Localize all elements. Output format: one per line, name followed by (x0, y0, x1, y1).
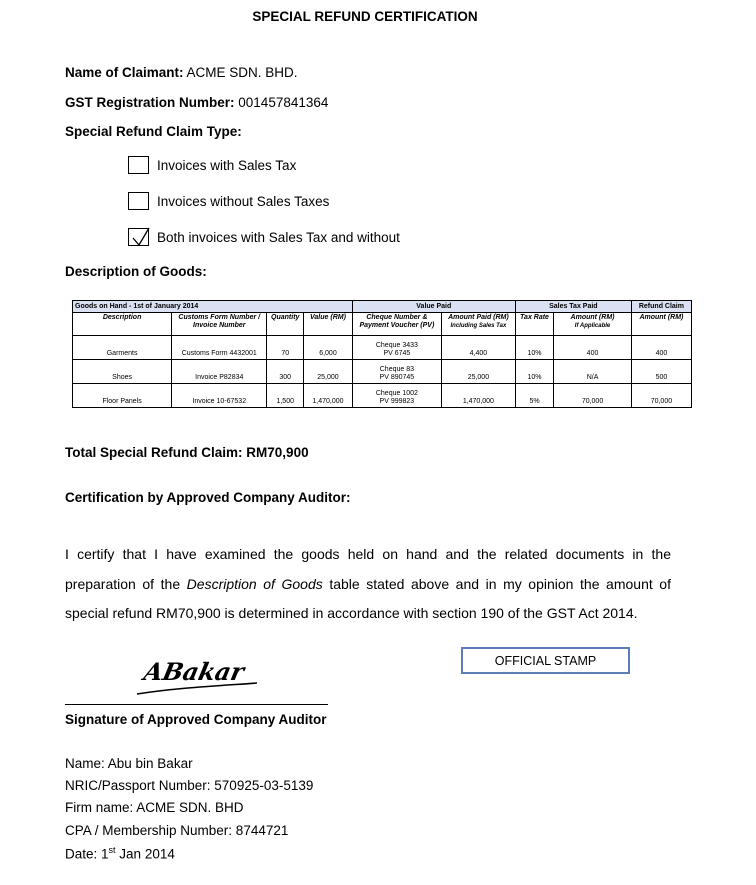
date-suffix: Jan 2014 (115, 846, 175, 862)
table-row (73, 384, 692, 408)
gst-line (65, 95, 328, 110)
checkbox-with-sales-tax[interactable] (128, 156, 149, 174)
certification-line (65, 490, 351, 505)
cell-quantity: 70 (267, 336, 304, 360)
paragraph-text-2: table stated above and in my opinion the amount of special refund RM70,900 is determined in accordance with section 190 of the GST Act 2014. (65, 575, 671, 621)
cell-form: Invoice 10-67532 (172, 384, 267, 408)
goods-label: Description of Goods: (65, 264, 207, 279)
col-amount-paid-label: Amount Paid (RM) (448, 314, 509, 321)
col-form-number: Customs Form Number / Invoice Number (172, 313, 267, 336)
group-refund-claim: Refund Claim (631, 301, 691, 313)
cell-cheque-number: Cheque 83 (379, 366, 415, 373)
table-group-header (73, 301, 692, 313)
cell-amount-paid: 25,000 (442, 360, 516, 384)
group-value-paid: Value Paid (352, 301, 515, 313)
cell-refund: 400 (631, 336, 691, 360)
col-amount-paid (442, 313, 516, 336)
claim-type-line (65, 124, 242, 139)
certification-heading: Certification by Approved Company Auditor: (65, 490, 351, 505)
col-description: Description (73, 313, 172, 336)
col-tax-amount (554, 313, 632, 336)
claimant-label: Name of Claimant: (65, 65, 184, 80)
cell-cheque-number: Cheque 1002 (375, 390, 418, 397)
signature-text: ABakar (141, 657, 247, 686)
cell-value: 25,000 (304, 360, 353, 384)
table-column-header (73, 313, 692, 336)
cell-cheque-number: Cheque 3433 (375, 342, 418, 349)
cell-pv-number: PV 999823 (379, 398, 415, 405)
col-tax-amount-label: Amount (RM) (570, 314, 615, 321)
cell-cheque (352, 336, 441, 360)
total-value: RM70,900 (246, 445, 309, 460)
cell-quantity: 300 (267, 360, 304, 384)
signature-caption-line (65, 712, 327, 727)
total-line (65, 445, 309, 460)
col-tax-rate: Tax Rate (515, 313, 553, 336)
cell-refund: 500 (631, 360, 691, 384)
total-label: Total Special Refund Claim: (65, 445, 243, 460)
col-cheque: Cheque Number & Payment Voucher (PV) (352, 313, 441, 336)
cell-tax-amount: N/A (554, 360, 632, 384)
auditor-signature (135, 650, 265, 698)
col-refund-amount: Amount (RM) (631, 313, 691, 336)
claim-type-label: Special Refund Claim Type: (65, 124, 242, 139)
option-label-both: Both invoices with Sales Tax and without (157, 229, 400, 245)
cell-form: Customs Form 4432001 (172, 336, 267, 360)
cell-amount-paid: 1,470,000 (442, 384, 516, 408)
cell-tax-amount: 400 (554, 336, 632, 360)
cell-tax-rate: 5% (515, 384, 553, 408)
checkmark-icon (131, 227, 151, 247)
date-ordinal: st (108, 845, 116, 855)
table-row (73, 360, 692, 384)
cell-cheque (352, 360, 441, 384)
col-value: Value (RM) (304, 313, 353, 336)
option-label-without-sales-tax: Invoices without Sales Taxes (157, 193, 330, 209)
cell-pv-number: PV 6745 (383, 350, 411, 357)
document-title: SPECIAL REFUND CERTIFICATION (252, 9, 478, 24)
option-without-sales-tax[interactable] (128, 190, 329, 212)
group-sales-tax-paid: Sales Tax Paid (515, 301, 631, 313)
option-both[interactable] (128, 226, 400, 248)
auditor-name: Name: Abu bin Bakar (65, 756, 193, 771)
claimant-line (65, 65, 298, 80)
official-stamp-label: OFFICIAL STAMP (494, 653, 597, 668)
col-amount-paid-note: Including Sales Tax (450, 323, 507, 329)
gst-label: GST Registration Number: (65, 95, 235, 110)
signature-line (65, 704, 328, 705)
col-tax-amount-note: If Applicable (574, 323, 611, 329)
cell-tax-rate: 10% (515, 360, 553, 384)
goods-line (65, 264, 207, 279)
cell-description: Shoes (73, 360, 172, 384)
cell-cheque (352, 384, 441, 408)
cell-amount-paid: 4,400 (442, 336, 516, 360)
checkbox-both[interactable] (128, 228, 149, 246)
col-quantity: Quantity (267, 313, 304, 336)
auditor-nric: NRIC/Passport Number: 570925-03-5139 (65, 778, 314, 793)
cell-form: Invoice P82834 (172, 360, 267, 384)
cell-tax-amount: 70,000 (554, 384, 632, 408)
paragraph-text-1: I certify that I have examined the goods held on hand and the related documents in the preparation of the (65, 546, 671, 592)
auditor-cpa: CPA / Membership Number: 8744721 (65, 823, 289, 838)
date-prefix: Date: 1 (65, 846, 109, 862)
cell-tax-rate: 10% (515, 336, 553, 360)
cell-quantity: 1,500 (267, 384, 304, 408)
checkbox-without-sales-tax[interactable] (128, 192, 149, 210)
official-stamp-box (461, 647, 630, 674)
option-with-sales-tax[interactable] (128, 154, 296, 176)
cell-refund: 70,000 (631, 384, 691, 408)
gst-value: 001457841364 (238, 95, 329, 110)
paragraph-italic: Description of Goods (186, 575, 323, 592)
group-goods-on-hand: Goods on Hand - 1st of January 2014 (73, 301, 353, 313)
auditor-firm: Firm name: ACME SDN. BHD (65, 800, 244, 815)
certification-paragraph (65, 540, 671, 629)
signature-label: Signature of Approved Company Auditor (65, 712, 327, 727)
claimant-value: ACME SDN. BHD. (186, 65, 298, 80)
option-label-with-sales-tax: Invoices with Sales Tax (157, 157, 297, 173)
auditor-date (65, 845, 175, 862)
cell-value: 1,470,000 (304, 384, 353, 408)
cell-description: Garments (73, 336, 172, 360)
cell-pv-number: PV 890745 (379, 374, 415, 381)
goods-table (72, 300, 692, 408)
table-row (73, 336, 692, 360)
cell-value: 6,000 (304, 336, 353, 360)
cell-description: Floor Panels (73, 384, 172, 408)
